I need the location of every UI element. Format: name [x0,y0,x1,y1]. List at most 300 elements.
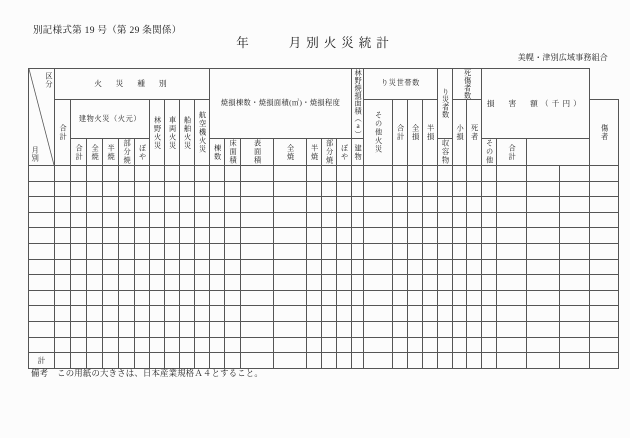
data-cell[interactable] [71,353,87,369]
data-cell[interactable] [590,321,619,337]
data-cell[interactable] [195,306,210,322]
data-cell[interactable] [467,337,482,353]
data-cell[interactable] [180,212,195,228]
data-cell[interactable] [482,306,497,322]
data-cell[interactable] [119,181,135,197]
data-cell[interactable] [103,259,119,275]
data-cell[interactable] [337,290,352,306]
data-cell[interactable] [438,212,453,228]
data-cell[interactable] [195,228,210,244]
data-cell[interactable] [165,306,180,322]
data-cell[interactable] [103,212,119,228]
data-cell[interactable] [195,290,210,306]
data-cell[interactable] [241,228,274,244]
data-cell[interactable] [307,243,322,259]
data-cell[interactable] [560,212,590,228]
data-cell[interactable] [307,321,322,337]
data-cell[interactable] [352,197,364,213]
data-cell[interactable] [590,197,619,213]
data-cell[interactable] [150,290,165,306]
data-cell[interactable] [274,353,307,369]
data-cell[interactable] [225,259,241,275]
data-cell[interactable] [55,275,71,291]
data-cell[interactable] [210,197,225,213]
data-cell[interactable] [337,181,352,197]
data-cell[interactable] [467,306,482,322]
data-cell[interactable] [337,353,352,369]
data-cell[interactable] [165,337,180,353]
data-cell[interactable] [241,275,274,291]
data-cell[interactable] [71,181,87,197]
data-cell[interactable] [225,166,241,182]
data-cell[interactable] [453,243,467,259]
data-cell[interactable] [482,228,497,244]
data-cell[interactable] [135,306,150,322]
data-cell[interactable] [364,353,393,369]
row-month-cell[interactable] [29,181,55,197]
data-cell[interactable] [225,212,241,228]
data-cell[interactable] [453,166,467,182]
row-month-cell[interactable] [29,306,55,322]
data-cell[interactable] [423,353,438,369]
data-cell[interactable] [307,197,322,213]
data-cell[interactable] [307,337,322,353]
data-cell[interactable] [71,166,87,182]
data-cell[interactable] [393,228,408,244]
data-cell[interactable] [393,166,408,182]
row-month-cell[interactable] [29,243,55,259]
data-cell[interactable] [71,212,87,228]
data-cell[interactable] [364,290,393,306]
data-cell[interactable] [527,275,560,291]
data-cell[interactable] [322,275,337,291]
data-cell[interactable] [225,181,241,197]
data-cell[interactable] [225,321,241,337]
data-cell[interactable] [352,353,364,369]
data-cell[interactable] [119,259,135,275]
data-cell[interactable] [165,321,180,337]
data-cell[interactable] [119,243,135,259]
data-cell[interactable] [103,228,119,244]
data-cell[interactable] [71,259,87,275]
data-cell[interactable] [103,181,119,197]
data-cell[interactable] [180,197,195,213]
data-cell[interactable] [527,197,560,213]
row-month-cell[interactable] [29,275,55,291]
data-cell[interactable] [210,166,225,182]
data-cell[interactable] [467,321,482,337]
data-cell[interactable] [393,181,408,197]
data-cell[interactable] [135,197,150,213]
data-cell[interactable] [180,181,195,197]
data-cell[interactable] [322,353,337,369]
data-cell[interactable] [352,306,364,322]
data-cell[interactable] [307,353,322,369]
data-cell[interactable] [322,181,337,197]
data-cell[interactable] [453,353,467,369]
data-cell[interactable] [180,321,195,337]
data-cell[interactable] [337,243,352,259]
data-cell[interactable] [527,212,560,228]
data-cell[interactable] [135,212,150,228]
data-cell[interactable] [453,197,467,213]
data-cell[interactable] [408,337,423,353]
data-cell[interactable] [241,353,274,369]
data-cell[interactable] [560,243,590,259]
data-cell[interactable] [352,212,364,228]
data-cell[interactable] [408,243,423,259]
data-cell[interactable] [87,197,103,213]
data-cell[interactable] [87,290,103,306]
data-cell[interactable] [274,306,307,322]
data-cell[interactable] [408,353,423,369]
data-cell[interactable] [497,166,527,182]
data-cell[interactable] [241,337,274,353]
data-cell[interactable] [352,181,364,197]
data-cell[interactable] [71,197,87,213]
data-cell[interactable] [408,306,423,322]
data-cell[interactable] [393,306,408,322]
data-cell[interactable] [55,181,71,197]
data-cell[interactable] [408,181,423,197]
data-cell[interactable] [438,306,453,322]
data-cell[interactable] [364,337,393,353]
data-cell[interactable] [590,166,619,182]
data-cell[interactable] [180,337,195,353]
data-cell[interactable] [165,212,180,228]
data-cell[interactable] [87,306,103,322]
data-cell[interactable] [482,290,497,306]
data-cell[interactable] [364,228,393,244]
data-cell[interactable] [87,166,103,182]
row-month-cell[interactable] [29,290,55,306]
data-cell[interactable] [55,228,71,244]
data-cell[interactable] [165,197,180,213]
data-cell[interactable] [352,321,364,337]
data-cell[interactable] [438,197,453,213]
data-cell[interactable] [467,290,482,306]
data-cell[interactable] [364,181,393,197]
data-cell[interactable] [119,228,135,244]
data-cell[interactable] [322,197,337,213]
data-cell[interactable] [560,197,590,213]
data-cell[interactable] [467,228,482,244]
data-cell[interactable] [482,166,497,182]
data-cell[interactable] [352,228,364,244]
data-cell[interactable] [274,243,307,259]
data-cell[interactable] [364,321,393,337]
data-cell[interactable] [393,275,408,291]
data-cell[interactable] [423,212,438,228]
data-cell[interactable] [55,166,71,182]
data-cell[interactable] [210,275,225,291]
data-cell[interactable] [438,353,453,369]
data-cell[interactable] [322,259,337,275]
data-cell[interactable] [423,337,438,353]
data-cell[interactable] [527,166,560,182]
data-cell[interactable] [352,290,364,306]
data-cell[interactable] [225,290,241,306]
data-cell[interactable] [241,321,274,337]
data-cell[interactable] [103,243,119,259]
data-cell[interactable] [195,166,210,182]
data-cell[interactable] [453,259,467,275]
data-cell[interactable] [210,181,225,197]
data-cell[interactable] [195,275,210,291]
data-cell[interactable] [560,166,590,182]
data-cell[interactable] [71,337,87,353]
data-cell[interactable] [527,228,560,244]
data-cell[interactable] [225,306,241,322]
data-cell[interactable] [453,321,467,337]
data-cell[interactable] [135,290,150,306]
data-cell[interactable] [364,197,393,213]
data-cell[interactable] [210,259,225,275]
data-cell[interactable] [150,306,165,322]
data-cell[interactable] [135,353,150,369]
data-cell[interactable] [103,306,119,322]
data-cell[interactable] [150,337,165,353]
data-cell[interactable] [87,243,103,259]
data-cell[interactable] [195,353,210,369]
data-cell[interactable] [527,337,560,353]
data-cell[interactable] [438,228,453,244]
data-cell[interactable] [195,197,210,213]
data-cell[interactable] [337,197,352,213]
data-cell[interactable] [482,197,497,213]
data-cell[interactable] [337,259,352,275]
data-cell[interactable] [225,337,241,353]
data-cell[interactable] [274,228,307,244]
data-cell[interactable] [274,197,307,213]
data-cell[interactable] [453,228,467,244]
data-cell[interactable] [307,181,322,197]
data-cell[interactable] [195,181,210,197]
data-cell[interactable] [241,259,274,275]
data-cell[interactable] [467,181,482,197]
data-cell[interactable] [438,290,453,306]
data-cell[interactable] [352,337,364,353]
data-cell[interactable] [482,353,497,369]
data-cell[interactable] [352,275,364,291]
data-cell[interactable] [165,290,180,306]
data-cell[interactable] [482,259,497,275]
data-cell[interactable] [467,353,482,369]
data-cell[interactable] [307,166,322,182]
data-cell[interactable] [135,259,150,275]
data-cell[interactable] [423,181,438,197]
data-cell[interactable] [55,259,71,275]
data-cell[interactable] [71,243,87,259]
data-cell[interactable] [590,259,619,275]
data-cell[interactable] [408,197,423,213]
data-cell[interactable] [87,353,103,369]
data-cell[interactable] [352,166,364,182]
data-cell[interactable] [337,337,352,353]
data-cell[interactable] [590,353,619,369]
data-cell[interactable] [307,212,322,228]
data-cell[interactable] [241,181,274,197]
data-cell[interactable] [322,337,337,353]
data-cell[interactable] [119,306,135,322]
data-cell[interactable] [210,353,225,369]
data-cell[interactable] [274,275,307,291]
row-month-cell[interactable] [29,228,55,244]
data-cell[interactable] [453,306,467,322]
data-cell[interactable] [590,275,619,291]
data-cell[interactable] [274,321,307,337]
data-cell[interactable] [71,228,87,244]
data-cell[interactable] [322,321,337,337]
data-cell[interactable] [322,212,337,228]
data-cell[interactable] [307,306,322,322]
data-cell[interactable] [71,306,87,322]
data-cell[interactable] [103,321,119,337]
data-cell[interactable] [527,353,560,369]
data-cell[interactable] [165,243,180,259]
data-cell[interactable] [393,337,408,353]
data-cell[interactable] [119,212,135,228]
data-cell[interactable] [135,228,150,244]
data-cell[interactable] [180,166,195,182]
data-cell[interactable] [180,243,195,259]
data-cell[interactable] [497,275,527,291]
data-cell[interactable] [180,275,195,291]
data-cell[interactable] [337,228,352,244]
data-cell[interactable] [453,181,467,197]
data-cell[interactable] [590,228,619,244]
data-cell[interactable] [560,353,590,369]
data-cell[interactable] [55,243,71,259]
data-cell[interactable] [560,337,590,353]
data-cell[interactable] [55,337,71,353]
data-cell[interactable] [453,337,467,353]
data-cell[interactable] [423,306,438,322]
data-cell[interactable] [322,243,337,259]
row-month-cell[interactable] [29,321,55,337]
data-cell[interactable] [497,353,527,369]
data-cell[interactable] [87,275,103,291]
data-cell[interactable] [337,166,352,182]
data-cell[interactable] [590,243,619,259]
data-cell[interactable] [55,212,71,228]
data-cell[interactable] [87,259,103,275]
data-cell[interactable] [482,243,497,259]
data-cell[interactable] [210,243,225,259]
row-month-cell[interactable] [29,166,55,182]
data-cell[interactable] [364,275,393,291]
data-cell[interactable] [590,337,619,353]
data-cell[interactable] [438,321,453,337]
data-cell[interactable] [55,197,71,213]
data-cell[interactable] [150,259,165,275]
data-cell[interactable] [71,275,87,291]
data-cell[interactable] [453,212,467,228]
data-cell[interactable] [135,166,150,182]
data-cell[interactable] [87,212,103,228]
data-cell[interactable] [408,228,423,244]
data-cell[interactable] [150,275,165,291]
data-cell[interactable] [119,290,135,306]
data-cell[interactable] [408,275,423,291]
data-cell[interactable] [135,337,150,353]
data-cell[interactable] [87,321,103,337]
data-cell[interactable] [527,306,560,322]
data-cell[interactable] [322,306,337,322]
data-cell[interactable] [307,228,322,244]
data-cell[interactable] [165,275,180,291]
data-cell[interactable] [560,275,590,291]
data-cell[interactable] [307,290,322,306]
row-month-cell[interactable] [29,197,55,213]
data-cell[interactable] [135,321,150,337]
data-cell[interactable] [274,212,307,228]
data-cell[interactable] [423,197,438,213]
data-cell[interactable] [165,228,180,244]
data-cell[interactable] [408,166,423,182]
data-cell[interactable] [150,212,165,228]
data-cell[interactable] [590,290,619,306]
data-cell[interactable] [210,290,225,306]
data-cell[interactable] [165,181,180,197]
data-cell[interactable] [393,353,408,369]
data-cell[interactable] [307,275,322,291]
data-cell[interactable] [225,275,241,291]
data-cell[interactable] [241,290,274,306]
data-cell[interactable] [241,212,274,228]
data-cell[interactable] [241,243,274,259]
data-cell[interactable] [195,243,210,259]
data-cell[interactable] [497,197,527,213]
data-cell[interactable] [467,243,482,259]
data-cell[interactable] [393,259,408,275]
data-cell[interactable] [180,228,195,244]
row-month-cell[interactable] [29,259,55,275]
data-cell[interactable] [119,166,135,182]
data-cell[interactable] [560,181,590,197]
data-cell[interactable] [180,290,195,306]
data-cell[interactable] [467,166,482,182]
data-cell[interactable] [393,212,408,228]
data-cell[interactable] [195,321,210,337]
data-cell[interactable] [467,212,482,228]
data-cell[interactable] [423,166,438,182]
data-cell[interactable] [210,212,225,228]
data-cell[interactable] [225,197,241,213]
data-cell[interactable] [119,337,135,353]
data-cell[interactable] [352,259,364,275]
data-cell[interactable] [103,197,119,213]
data-cell[interactable] [408,259,423,275]
data-cell[interactable] [497,259,527,275]
data-cell[interactable] [150,197,165,213]
data-cell[interactable] [307,259,322,275]
data-cell[interactable] [119,197,135,213]
data-cell[interactable] [364,306,393,322]
data-cell[interactable] [165,353,180,369]
data-cell[interactable] [438,259,453,275]
data-cell[interactable] [150,228,165,244]
data-cell[interactable] [241,197,274,213]
data-cell[interactable] [241,306,274,322]
data-cell[interactable] [103,353,119,369]
data-cell[interactable] [322,290,337,306]
data-cell[interactable] [560,259,590,275]
data-cell[interactable] [337,321,352,337]
total-row-label[interactable]: 計 [29,353,55,369]
data-cell[interactable] [210,228,225,244]
data-cell[interactable] [560,306,590,322]
